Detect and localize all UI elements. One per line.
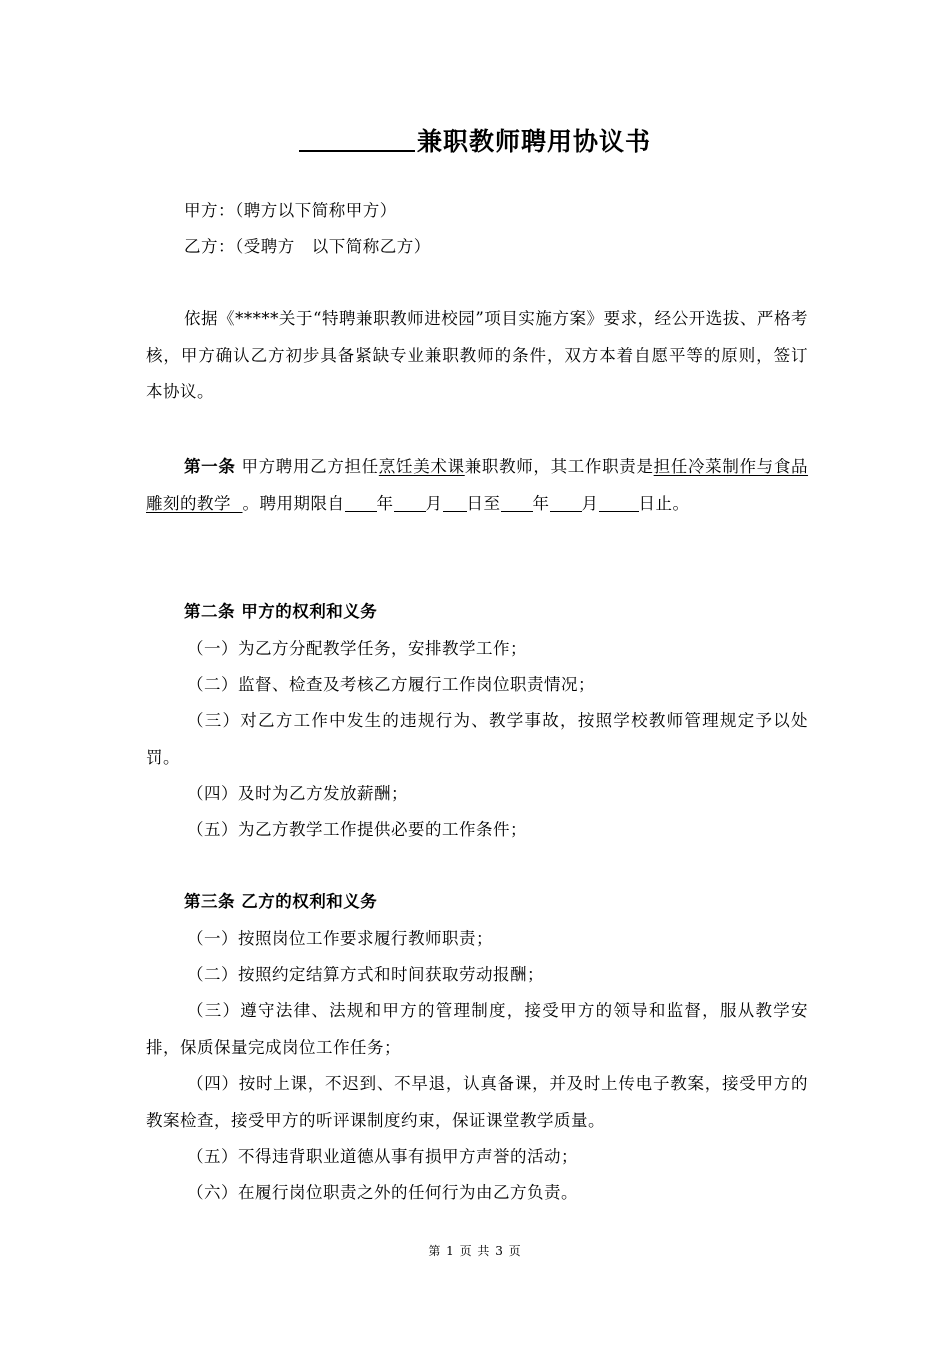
start-month-blank	[394, 493, 426, 512]
article-3-heading: 第三条 乙方的权利和义务	[184, 892, 378, 911]
start-day-blank	[443, 493, 467, 512]
article-1-heading: 第一条	[184, 457, 236, 476]
article-2-item: （二）监督、检查及考核乙方履行工作岗位职责情况；	[187, 675, 595, 694]
article-2-item: （三）对乙方工作中发生的违规行为、教学事故，按照学校教师管理规定予以处罚。	[146, 711, 808, 767]
course-name: 烹饪美术课	[378, 457, 465, 476]
start-year-blank	[345, 493, 377, 512]
article-2-item: （一）为乙方分配教学任务，安排教学工作；	[187, 639, 527, 658]
article-2-item: （四）及时为乙方发放薪酬；	[187, 784, 408, 803]
article-3-item: （二）按照约定结算方式和时间获取劳动报酬；	[187, 965, 544, 984]
article-3-item: （四）按时上课，不迟到、不早退，认真备课，并及时上传电子教案，接受甲方的教案检查，接受甲方的听评课制度约束，保证课堂教学质量。	[146, 1074, 808, 1130]
article-3-item: （三）遵守法律、法规和甲方的管理制度，接受甲方的领导和监督，服从教学安排，保质保量完成岗位工作任务；	[146, 1001, 808, 1057]
intro-paragraph: 依据《*****关于“特聘兼职教师进校园”项目实施方案》要求，经公开选拔、严格考核，甲方确认乙方初步具备紧缺专业兼职教师的条件，双方本着自愿平等的原则，签订本协议。	[146, 309, 808, 401]
article-3-item: （五）不得违背职业道德从事有损甲方声誉的活动；	[187, 1147, 578, 1166]
end-month-blank	[550, 493, 582, 512]
article-1-paragraph: 第一条 甲方聘用乙方担任烹饪美术课兼职教师，其工作职责是担任冷菜制作与食品雕刻的教学 。聘用期限自 年 月 日至 年 月 日止。	[146, 457, 809, 513]
party-b-line: 乙方：（受聘方 以下简称乙方）	[184, 237, 431, 256]
article-3-item: （一）按照岗位工作要求履行教师职责；	[187, 929, 493, 948]
article-3-item: （六）在履行岗位职责之外的任何行为由乙方负责。	[187, 1183, 578, 1202]
end-year-blank	[501, 493, 533, 512]
end-day-blank	[599, 493, 639, 512]
duty-description: 担任冷菜制作与食品雕刻的教学	[146, 457, 809, 513]
party-a-line: 甲方：（聘方以下简称甲方）	[184, 201, 397, 220]
title-blank-line	[299, 125, 415, 152]
page-footer: 第 1 页 共 3 页	[428, 1244, 522, 1258]
article-2-item: （五）为乙方教学工作提供必要的工作条件；	[187, 820, 527, 839]
article-2-heading: 第二条 甲方的权利和义务	[184, 602, 378, 621]
document-title: 兼职教师聘用协议书	[0, 122, 950, 158]
